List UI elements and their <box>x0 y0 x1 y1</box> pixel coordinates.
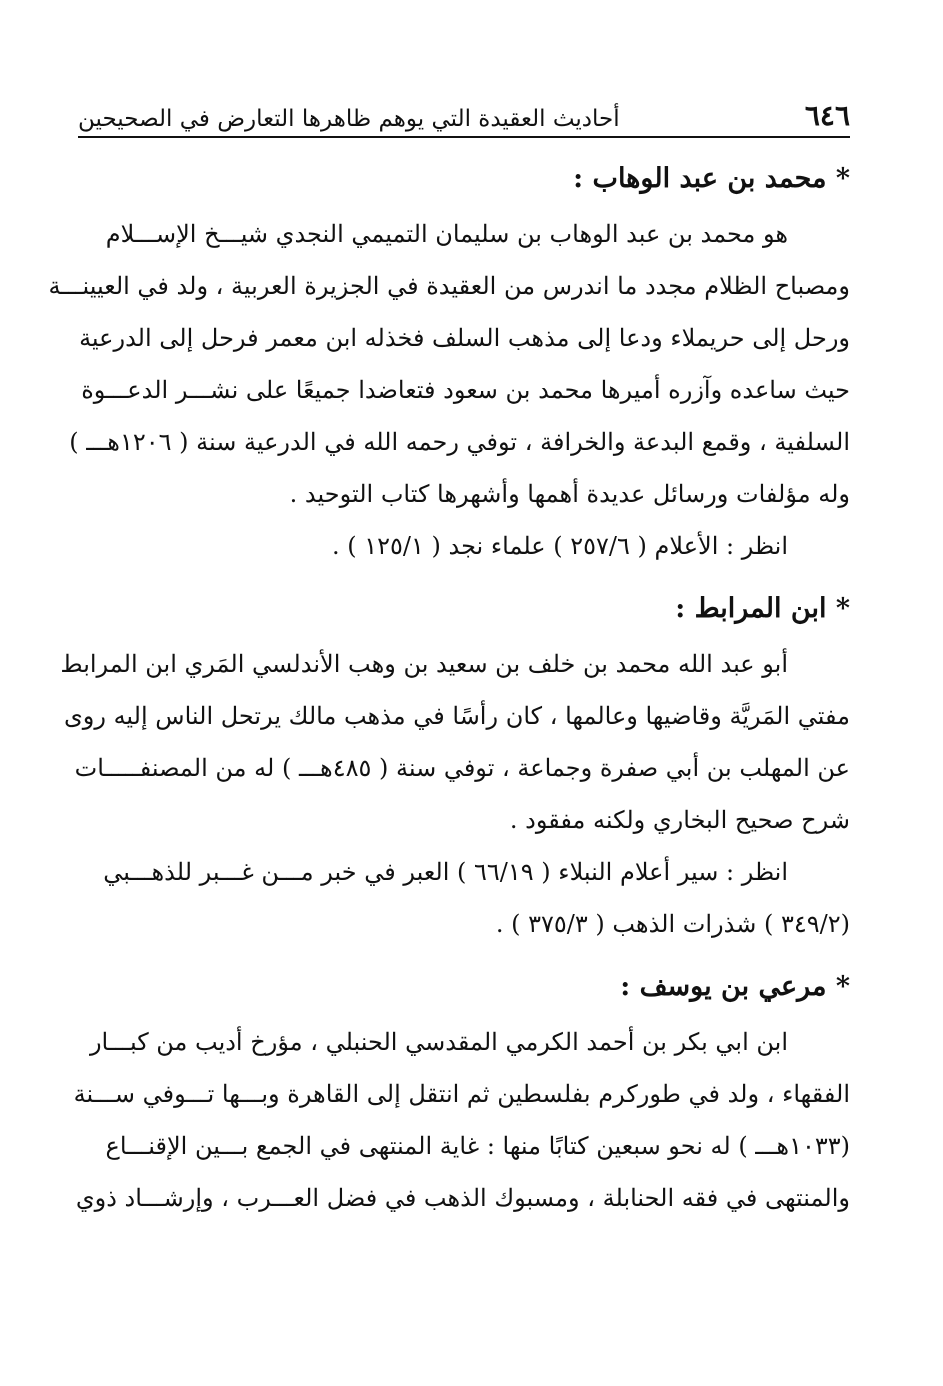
text-line: ومصباح الظلام مجدد ما اندرس من العقيدة في الجزيرة العربية ، ولد في العيينـــة <box>48 272 850 300</box>
entry-title: * مرعي بن يوسف : <box>620 971 850 1002</box>
text-line: مفتي المَريَّة وقاضيها وعالمها ، كان رأسًا في مذهب مالك يرتحل الناس إليه روى <box>63 702 850 730</box>
text-line: وله مؤلفات ورسائل عديدة أهمها وأشهرها كتاب التوحيد . <box>289 480 850 508</box>
text-line: ابن ابي بكر بن أحمد الكرمي المقدسي الحنبلي ، مؤرخ أديب من كبـــار <box>89 1028 788 1056</box>
page-content <box>48 150 850 1224</box>
text-line: هو محمد بن عبد الوهاب بن سليمان التميمي النجدي شيـــخ الإســـلام <box>105 220 788 248</box>
text-line: السلفية ، وقمع البدعة والخرافة ، توفي رحمه الله في الدرعية سنة ( ١٢٠٦هـــ ) <box>69 428 850 456</box>
text-line: الفقهاء ، ولد في طوركرم بفلسطين ثم انتقل إلى القاهرة وبـــها تـــوفي ســـنة <box>73 1080 850 1108</box>
text-line: شرح صحيح البخاري ولكنه مفقود . <box>509 806 850 834</box>
biography-entry <box>48 150 850 572</box>
page-number: ٦٤٦ <box>804 99 850 132</box>
entry-title: * ابن المرابط : <box>675 593 850 624</box>
text-line: حيث ساعده وآزره أميرها محمد بن سعود فتعاضدا جميعًا على نشـــر الدعـــوة <box>81 376 850 404</box>
running-title: أحاديث العقيدة التي يوهم ظاهرها التعارض في الصحيحين <box>78 106 620 132</box>
source-reference: انظر : سير أعلام النبلاء ( ٦٦/١٩ ) العبر في خبر مـــن غـــبر للذهـــبي <box>103 858 788 886</box>
text-line: ورحل إلى حريملاء ودعا إلى مذهب السلف فخذله ابن معمر فرحل إلى الدرعية <box>79 324 850 352</box>
page-header <box>78 92 850 138</box>
text-line: عن المهلب بن أبي صفرة وجماعة ، توفي سنة ( ٤٨٥هـــ ) له من المصنفـــــات <box>74 754 850 782</box>
biography-entry <box>73 958 850 1224</box>
source-reference: (٣٤٩/٢ ) شذرات الذهب ( ٣٧٥/٣ ) . <box>495 910 850 938</box>
source-reference: انظر : الأعلام ( ٢٥٧/٦ ) علماء نجد ( ١٢٥/١ ) . <box>331 532 788 560</box>
text-line: (١٠٣٣هـــ ) له نحو سبعين كتابًا منها : غاية المنتهى في الجمع بـــين الإقنـــاع <box>105 1132 850 1160</box>
text-line: أبو عبد الله محمد بن خلف بن سعيد بن وهب الأندلسي المَري ابن المرابط <box>60 650 788 678</box>
entry-title: * محمد بن عبد الوهاب : <box>573 163 850 194</box>
biography-entry <box>60 580 850 950</box>
text-line: والمنتهى في فقه الحنابلة ، ومسبوك الذهب في فضل العـــرب ، وإرشـــاد ذوي <box>75 1184 850 1212</box>
